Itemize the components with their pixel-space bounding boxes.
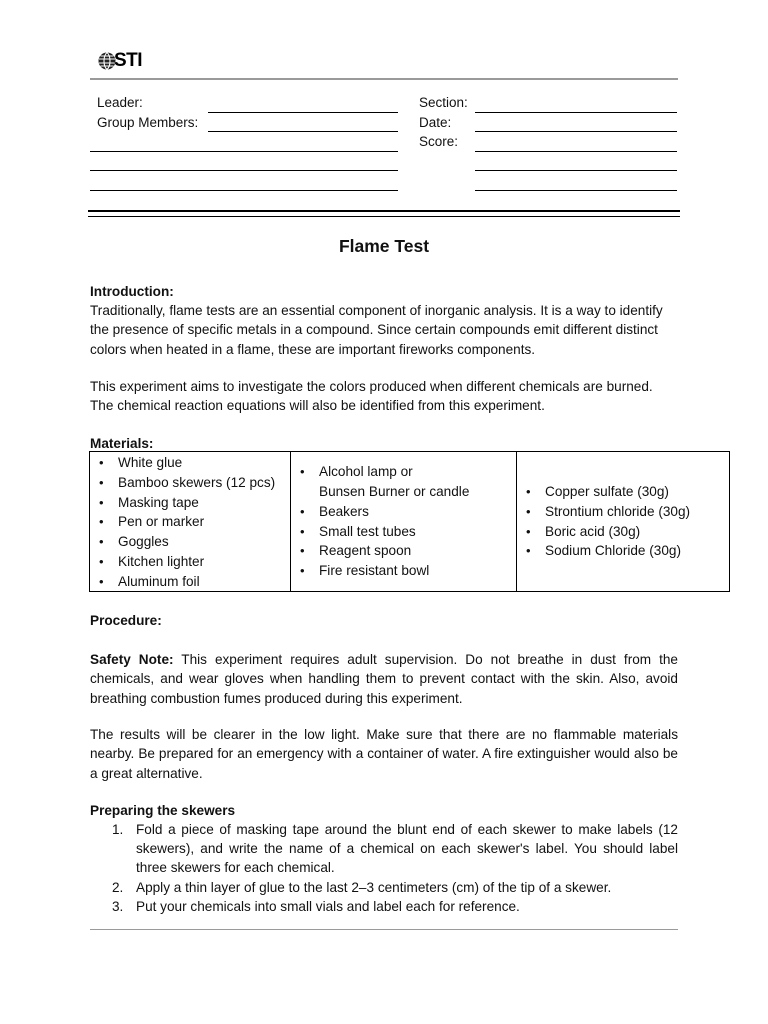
header-double-rule xyxy=(88,210,680,217)
introduction-paragraph-2: This experiment aims to investigate the colors produced when different chemicals are burned. The chemical reaction equations will also be identified from this experiment. xyxy=(90,379,653,414)
materials-table xyxy=(89,451,730,592)
footer-divider xyxy=(90,929,678,930)
introduction-paragraph-1: Traditionally, flame tests are an essential component of inorganic analysis. It is a way to identify the presence of specific metals in a compound. Since certain compounds emit different distinct colors when heated in a flame, these are important fireworks components. xyxy=(90,303,663,357)
list-item xyxy=(90,897,678,916)
header-divider xyxy=(90,78,678,80)
list-item: • Alcohol lamp or xyxy=(291,462,516,482)
group-members-line[interactable] xyxy=(208,131,398,132)
score-line-2[interactable] xyxy=(475,170,677,171)
list-item: • Sodium Chloride (30g) xyxy=(517,541,729,561)
group-members-line-2[interactable] xyxy=(90,151,398,152)
leader-line[interactable] xyxy=(208,112,398,113)
materials-column-1 xyxy=(90,452,290,591)
logo-text: STI xyxy=(114,50,143,71)
materials-column-3 xyxy=(516,452,729,591)
preparing-steps-list xyxy=(90,820,678,916)
list-item-continuation: Bunsen Burner or candle xyxy=(319,483,470,499)
list-item: • Pen or marker xyxy=(90,512,290,532)
group-members-line-4[interactable] xyxy=(90,190,398,191)
group-members-line-3[interactable] xyxy=(90,170,398,171)
score-label: Score: xyxy=(419,134,459,149)
score-line-3[interactable] xyxy=(475,190,677,191)
list-item: • Aluminum foil xyxy=(90,572,290,592)
list-item: • Small test tubes xyxy=(291,522,516,542)
date-line[interactable] xyxy=(475,131,677,132)
safety-note-text: This experiment requires adult supervision. Do not breathe in dust from the chemicals, and wear gloves when handling them to prevent contact with the skin. Also, avoid breathing combustion fumes produced during this experiment. xyxy=(90,652,678,706)
list-item: • Goggles xyxy=(90,532,290,552)
step-text: Fold a piece of masking tape around the blunt end of each skewer to make labels (12 skewers), and write the name of a chemical on each skewer's label. You should label three skewers for each chemical. xyxy=(136,822,678,876)
materials-column-2 xyxy=(290,452,516,591)
step-number: 3. xyxy=(112,898,124,914)
list-item: • Masking tape xyxy=(90,493,290,513)
score-line[interactable] xyxy=(475,151,677,152)
page-title: Flame Test xyxy=(338,236,430,256)
list-item: • Bamboo skewers (12 pcs) xyxy=(90,473,290,493)
section-label: Section: xyxy=(419,95,468,110)
safety-note-label: Safety Note: xyxy=(90,652,174,667)
date-label: Date: xyxy=(419,115,452,130)
step-number: 1. xyxy=(112,822,124,837)
procedure-heading: Procedure: xyxy=(90,613,162,628)
list-item xyxy=(90,878,678,897)
list-item: • Boric acid (30g) xyxy=(517,522,729,542)
sti-logo xyxy=(97,48,142,74)
list-item: • Kitchen lighter xyxy=(90,552,290,572)
safety-note-paragraph xyxy=(90,650,678,708)
materials-heading: Materials: xyxy=(90,436,154,451)
list-item: • Reagent spoon xyxy=(291,541,516,561)
step-text: Apply a thin layer of glue to the last 2–3 centimeters (cm) of the tip of a skewer. xyxy=(136,879,612,895)
group-members-label: Group Members: xyxy=(97,115,199,130)
leader-label: Leader: xyxy=(97,95,143,110)
list-item: • White glue xyxy=(90,453,290,473)
list-item xyxy=(90,820,678,878)
step-text: Put your chemicals into small vials and label each for reference. xyxy=(136,898,520,914)
section-line[interactable] xyxy=(475,112,677,113)
list-item: • Beakers xyxy=(291,502,516,522)
introduction-heading: Introduction: xyxy=(90,284,174,299)
list-item: • Copper sulfate (30g) xyxy=(517,482,729,502)
list-item: • Strontium chloride (30g) xyxy=(517,502,729,522)
results-paragraph: The results will be clearer in the low light. Make sure that there are no flammable materials nearby. Be prepared for an emergency with a container of water. A fire extinguisher would also be a great alternative. xyxy=(90,727,678,781)
preparing-heading: Preparing the skewers xyxy=(90,803,236,818)
step-number: 2. xyxy=(112,879,124,895)
list-item: • Fire resistant bowl xyxy=(291,561,516,581)
